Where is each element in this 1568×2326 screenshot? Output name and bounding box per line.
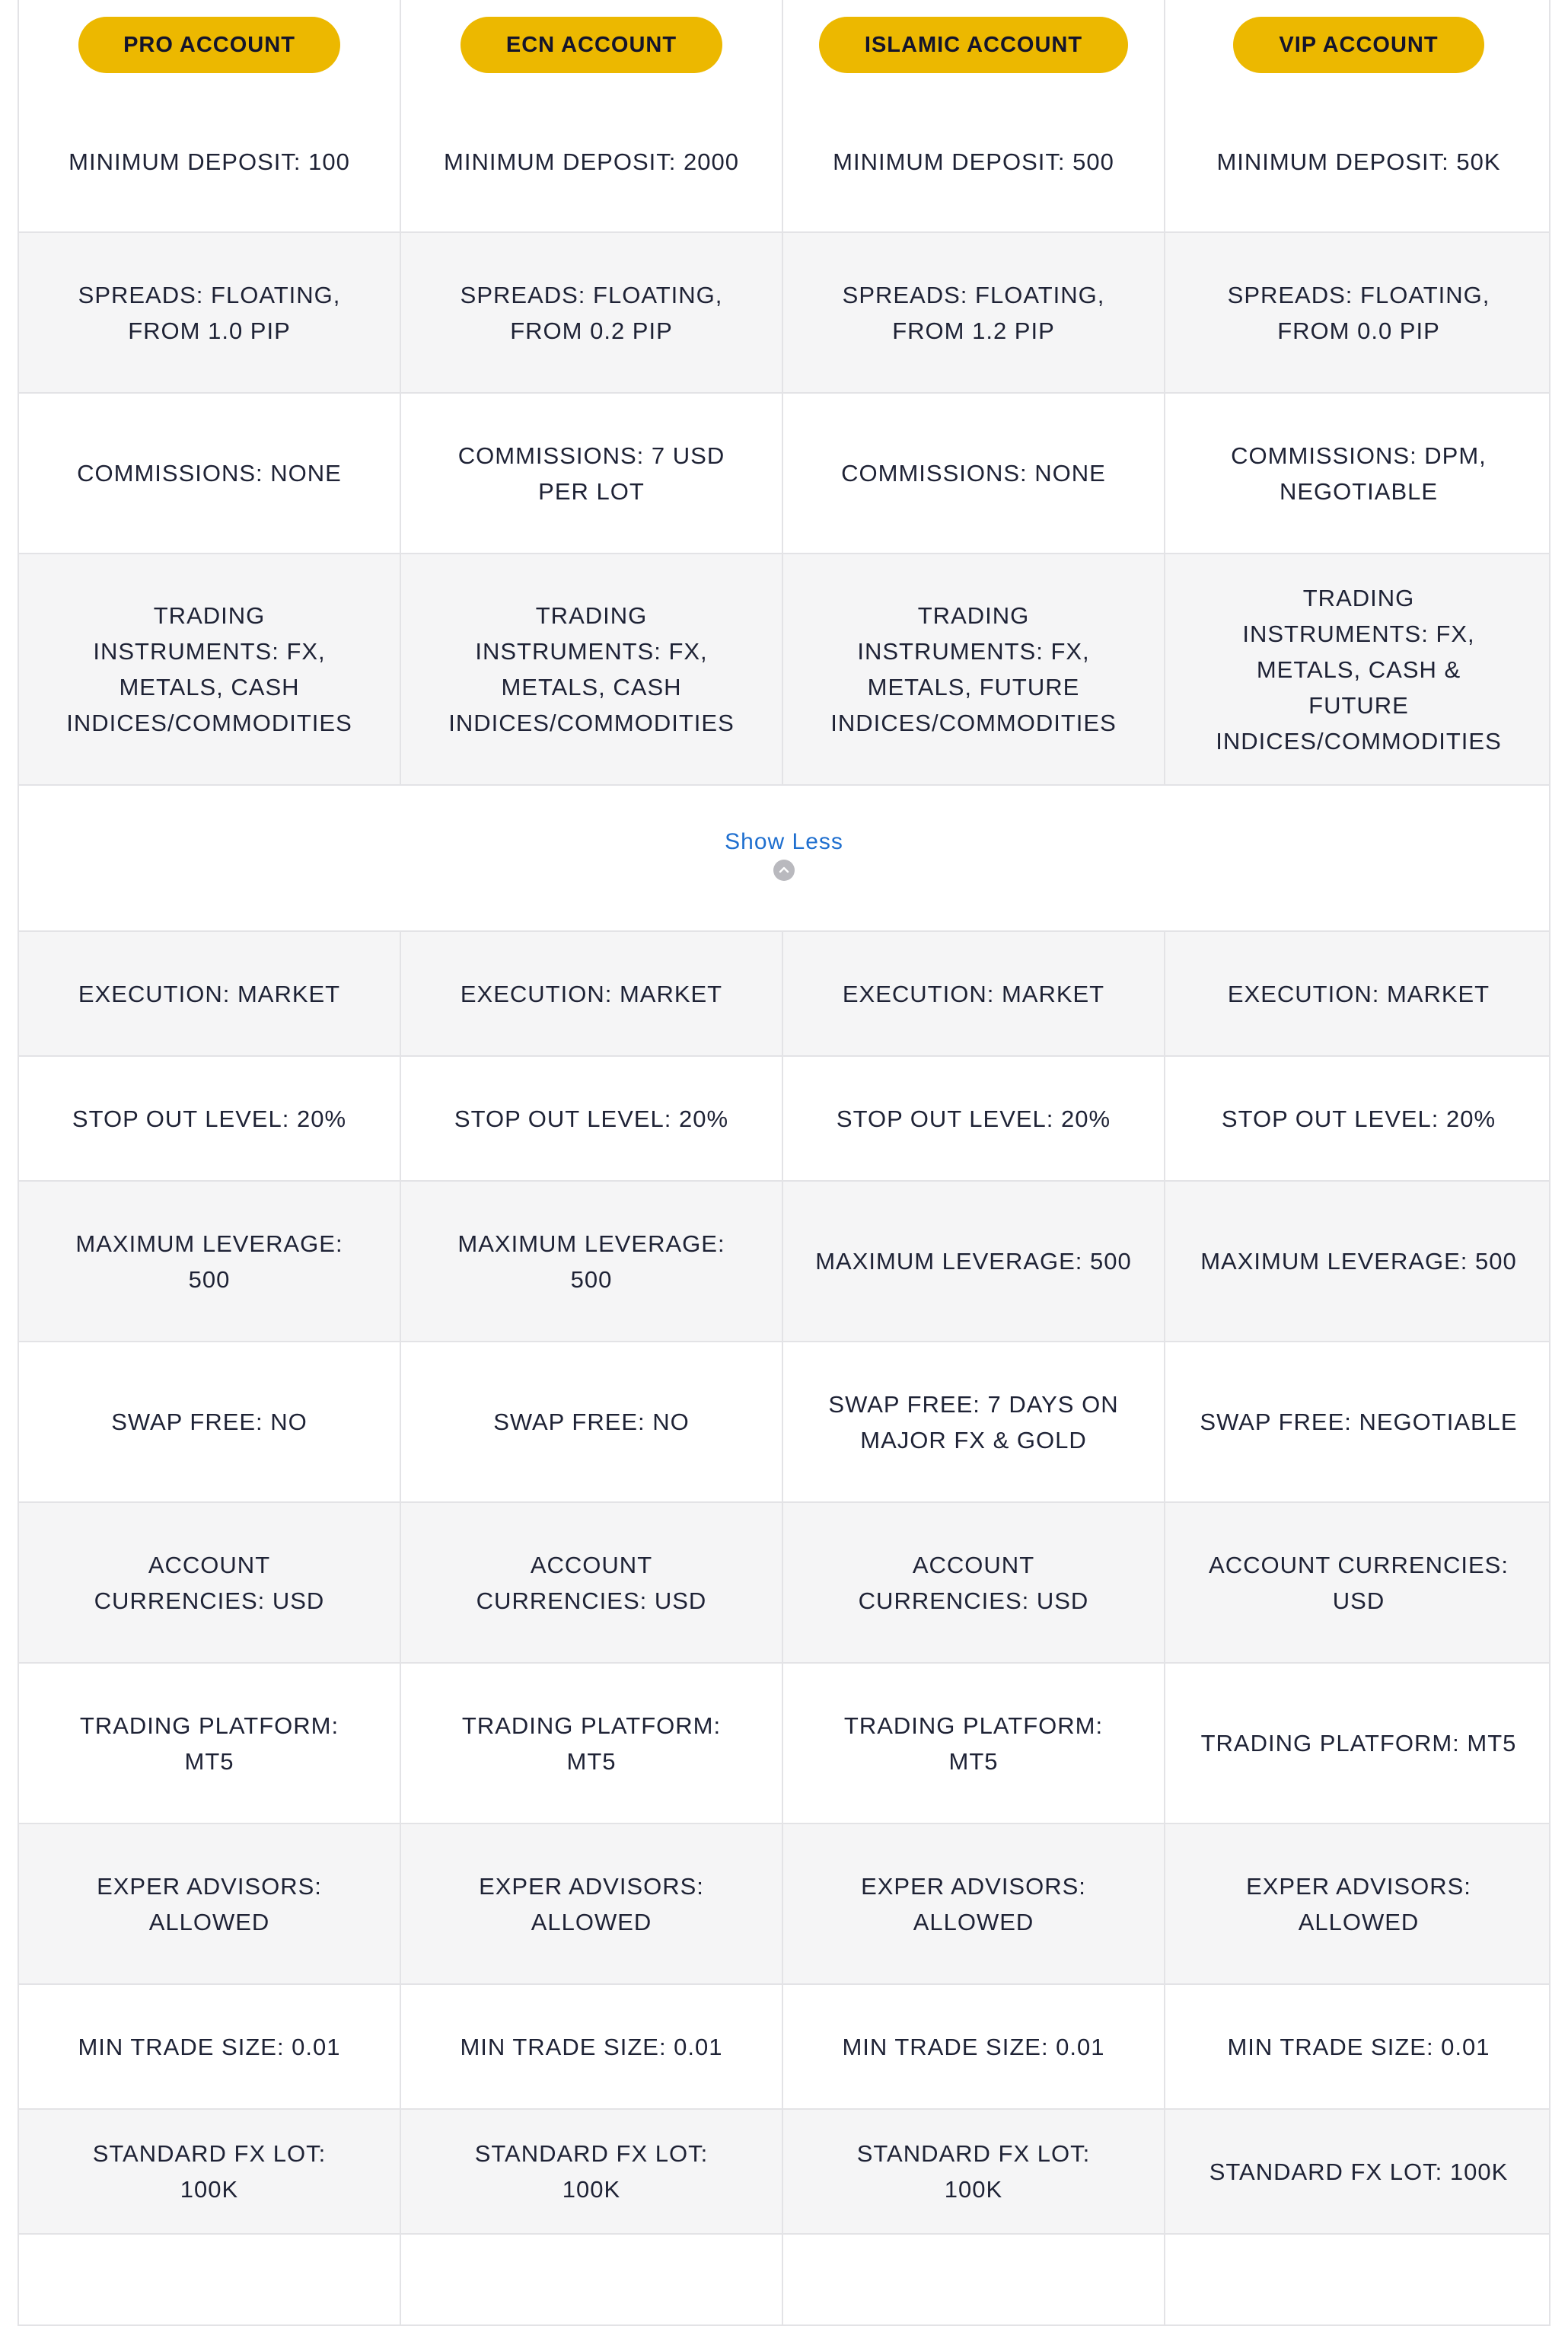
table-cell: MINIMUM DEPOSIT: 100 [19,91,401,231]
table-cell: EXPER ADVISORS: ALLOWED [783,1824,1165,1983]
account-header-cell [19,0,401,91]
table-cell: TRADING PLATFORM: MT5 [19,1664,401,1823]
table-cell: EXECUTION: MARKET [19,932,401,1055]
table-cell: EXPER ADVISORS: ALLOWED [1246,1872,1471,1935]
chevron-up-icon[interactable] [773,860,795,881]
table-cell [783,2235,1165,2324]
table-row-min-trade-size [19,1985,1549,2110]
table-cell: SPREADS: FLOATING, FROM 1.2 PIP [783,233,1165,392]
table-row-expert-advisors [19,1824,1549,1985]
table-cell: STOP OUT LEVEL: 20% [783,1057,1165,1180]
table-cell: MAXIMUM LEVERAGE: 500 [401,1182,783,1341]
table-cell: SWAP FREE: NO [401,1342,783,1501]
show-less-row [19,786,1549,932]
table-row-account-currencies [19,1503,1549,1664]
table-cell: MIN TRADE SIZE: 0.01 [19,1985,401,2108]
table-cell: COMMISSIONS: NONE [19,394,401,553]
table-cell: EXECUTION: MARKET [401,932,783,1055]
table-cell: TRADING PLATFORM: MT5 [401,1664,783,1823]
table-cell: COMMISSIONS: NONE [783,394,1165,553]
table-cell: TRADING PLATFORM: MT5 [783,1664,1165,1823]
table-cell: COMMISSIONS: 7 USD PER LOT [401,394,783,553]
table-cell: TRADING INSTRUMENTS: FX, METALS, CASH INDICES/COMMODITIES [19,554,401,784]
table-cell: EXPER ADVISORS: ALLOWED [401,1824,783,1983]
ecn-account-button[interactable]: ECN ACCOUNT [461,17,722,73]
table-row-standard-fx-lot [19,2110,1549,2235]
account-header-row [19,0,1549,91]
table-cell: MAXIMUM LEVERAGE: 500 [1200,1248,1517,1275]
table-row-partial [19,2235,1549,2326]
table-row-spreads [19,233,1549,394]
table-cell: ACCOUNT CURRENCIES: USD [783,1503,1165,1662]
account-header-cell [401,0,783,91]
table-cell: TRADING INSTRUMENTS: FX, METALS, FUTURE INDICES/COMMODITIES [783,554,1165,784]
table-row-stop-out-level [19,1057,1549,1182]
table-cell [1165,2235,1552,2324]
table-cell: STANDARD FX LOT: 100K [19,2110,401,2233]
table-cell: MAXIMUM LEVERAGE: 500 [783,1182,1165,1341]
table-cell: TRADING INSTRUMENTS: FX, METALS, CASH & FUTURE INDICES/COMMODITIES [1216,584,1502,755]
table-cell: SPREADS: FLOATING, FROM 0.0 PIP [1227,281,1490,344]
table-cell [401,2235,783,2324]
table-cell: SWAP FREE: 7 DAYS ON MAJOR FX & GOLD [783,1342,1165,1501]
show-less-link[interactable]: Show Less [725,829,843,854]
islamic-account-button[interactable]: ISLAMIC ACCOUNT [819,17,1128,73]
table-cell: STOP OUT LEVEL: 20% [401,1057,783,1180]
account-header-cell [1165,0,1552,91]
table-cell: MINIMUM DEPOSIT: 500 [783,91,1165,231]
table-cell [19,2235,401,2324]
table-cell: EXPER ADVISORS: ALLOWED [19,1824,401,1983]
table-cell: STANDARD FX LOT: 100K [783,2110,1165,2233]
table-row-minimum-deposit [19,91,1549,233]
table-cell: SPREADS: FLOATING, FROM 0.2 PIP [401,233,783,392]
table-cell: SWAP FREE: NO [19,1342,401,1501]
table-cell: EXECUTION: MARKET [783,932,1165,1055]
table-row-maximum-leverage [19,1182,1549,1342]
pro-account-button[interactable]: PRO ACCOUNT [78,17,340,73]
table-row-execution [19,932,1549,1057]
account-comparison-table [18,0,1550,2326]
table-cell: MINIMUM DEPOSIT: 50K [1216,148,1501,175]
table-cell: MAXIMUM LEVERAGE: 500 [19,1182,401,1341]
account-header-cell [783,0,1165,91]
table-cell: ACCOUNT CURRENCIES: USD [1209,1551,1509,1614]
table-cell: STANDARD FX LOT: 100K [1209,2158,1509,2185]
table-cell: SWAP FREE: NEGOTIABLE [1200,1409,1518,1435]
table-cell: MIN TRADE SIZE: 0.01 [783,1985,1165,2108]
table-cell: STOP OUT LEVEL: 20% [19,1057,401,1180]
table-row-trading-instruments [19,554,1549,786]
table-cell: ACCOUNT CURRENCIES: USD [401,1503,783,1662]
table-cell: MINIMUM DEPOSIT: 2000 [401,91,783,231]
table-cell: SPREADS: FLOATING, FROM 1.0 PIP [19,233,401,392]
table-row-commissions [19,394,1549,554]
table-cell: COMMISSIONS: DPM, NEGOTIABLE [1231,442,1487,505]
table-cell: ACCOUNT CURRENCIES: USD [19,1503,401,1662]
table-cell: TRADING INSTRUMENTS: FX, METALS, CASH INDICES/COMMODITIES [401,554,783,784]
table-cell: TRADING PLATFORM: MT5 [1200,1730,1517,1756]
table-cell: EXECUTION: MARKET [1227,980,1490,1007]
table-row-swap-free [19,1342,1549,1503]
vip-account-button[interactable]: VIP ACCOUNT [1233,17,1484,73]
table-cell: STOP OUT LEVEL: 20% [1221,1105,1496,1132]
table-cell: MIN TRADE SIZE: 0.01 [1227,2033,1490,2060]
table-cell: MIN TRADE SIZE: 0.01 [401,1985,783,2108]
table-row-trading-platform [19,1664,1549,1824]
table-cell: STANDARD FX LOT: 100K [401,2110,783,2233]
